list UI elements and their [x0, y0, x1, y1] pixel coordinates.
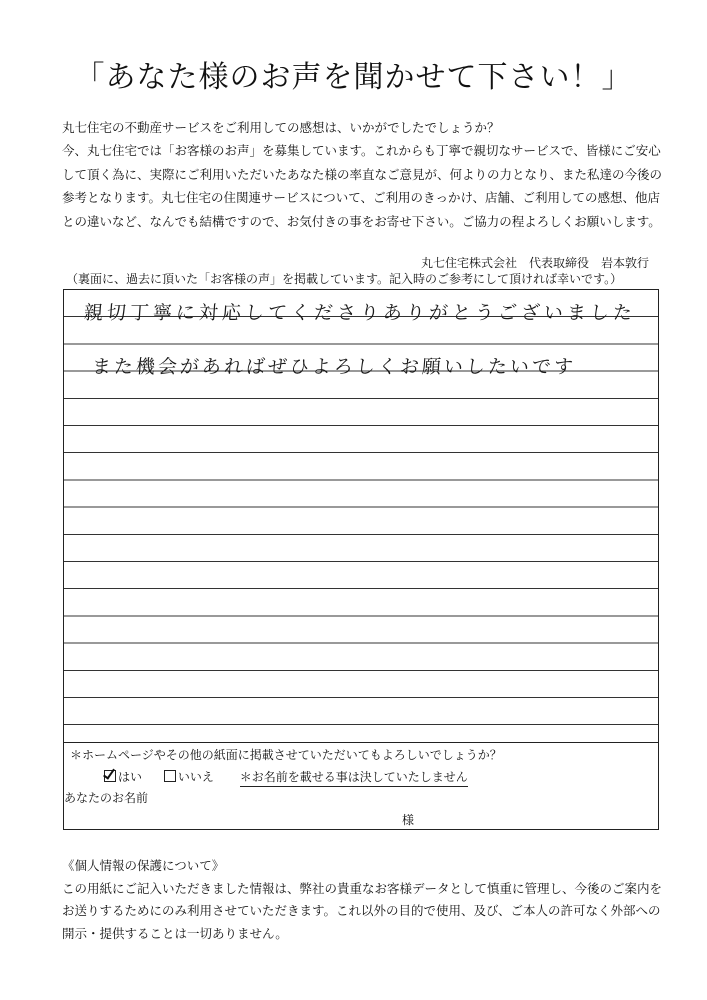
- intro-line: 参考となります。丸七住宅の住関連サービスについて、ご利用のきっかけ、店舗、ご利用しての感想、他店: [62, 190, 661, 206]
- consent-section: [63, 741, 659, 830]
- handwritten-line: 親切丁寧に対応してくださりありがとうございました: [83, 302, 637, 324]
- reference-note: （裏面に、過去に頂いた「お客様の声」を掲載しています。記入時のご参考にして頂ければ幸いです。）: [66, 272, 623, 286]
- privacy-line: 開示・提供することは一切ありません。: [62, 925, 288, 941]
- no-label: いいえ: [177, 770, 214, 784]
- intro-line: との違いなど、なんでも結構ですので、お気付きの事をお寄せ下さい。ご協力の程よろしくお願いします。: [62, 213, 661, 229]
- privacy-heading: 《個人情報の保護について》: [62, 858, 225, 873]
- name-label: あなたのお名前: [64, 791, 149, 805]
- privacy-line: お送りするためにのみ利用させていただきます。これ以外の目的で使用、及び、ご本人の許可なく外部への: [62, 903, 661, 918]
- yes-checkbox[interactable]: [104, 770, 116, 782]
- company-signature: 丸七住宅株式会社 代表取締役 岩本敦行: [420, 256, 649, 270]
- privacy-line: この用紙にご記入いただきました情報は、弊社の貴重なお客様データとして慎重に管理し、今後のご案内を: [62, 880, 663, 896]
- intro-line: 丸七住宅の不動産サービスをご利用しての感想は、いかがでしたでしょうか？: [62, 120, 500, 135]
- consent-options: [104, 768, 468, 787]
- intro-text: [62, 116, 662, 233]
- intro-line: 今、丸七住宅では「お客様のお声」を募集しています。これからも丁寧で親切なサービスで、皆様にご安心: [62, 143, 661, 159]
- consent-yes-option[interactable]: [104, 768, 142, 785]
- consent-question: ＊ホームページやその他の紙面に掲載させていただいてもよろしいでしょうか？: [70, 748, 502, 762]
- yes-label: はい: [118, 770, 143, 784]
- privacy-section: [62, 855, 682, 945]
- handwritten-line: また機会があればぜひよろしくお願いしたいです: [91, 356, 577, 378]
- comment-area[interactable]: [63, 289, 659, 743]
- name-suffix: 様: [402, 813, 415, 827]
- page-title: 「あなた様のお声を聞かせて下さい！」: [74, 60, 633, 95]
- name-privacy-note: ＊お名前を載せる事は決していたしません: [240, 768, 468, 787]
- intro-line: して頂く為に、実際にご利用いただいたあなた様の率直なご意見が、何よりの力となり、また私達の今後の: [62, 166, 663, 182]
- no-checkbox[interactable]: [164, 770, 176, 782]
- consent-no-option[interactable]: [164, 768, 214, 785]
